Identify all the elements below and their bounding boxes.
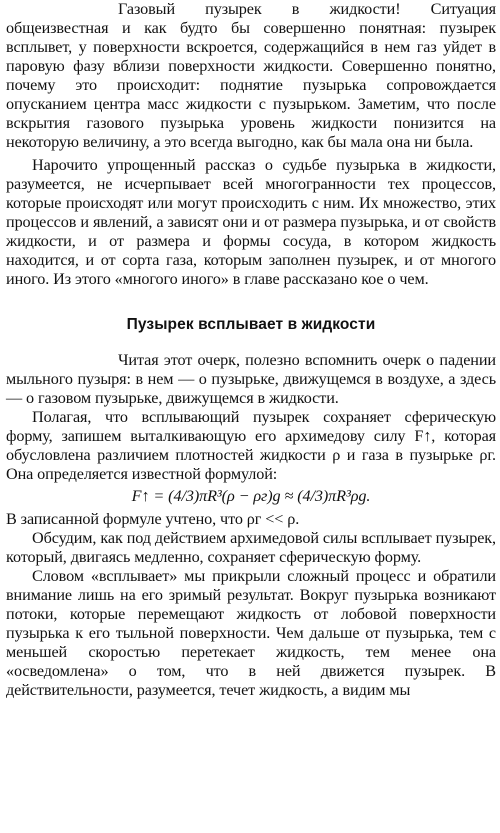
- paragraph-reading-note: Читая этот очерк, полезно вспомнить очерк о падении мыльного пузыря: в нем — о пузырьке, движущемся в воздухе, а здесь — о газовом пузырьке, движущемся в жидкости.: [6, 351, 496, 407]
- paragraph-floating-process: Словом «всплывает» мы прикрыли сложный процесс и обратили внимание лишь на его зримый результат. Вокруг пузырька возникают потоки, которые перемещают жидкость от лобовой поверхности пузырька к его тыльной поверхности. Чем дальше от пузырька, тем с меньшей скоростью перетекает жидкость, тем менее она «осведомлена» о том, что в ней движется пузырек. В действительности, разумеется, течет жидкость, а видим мы: [6, 567, 496, 699]
- paragraph-simplified-story: Нарочито упрощенный рассказ о судьбе пузырька в жидкости, разумеется, не исчерпывает всей многогранности тех процессов, которые происходят или могут происходить с ним. Их множество, этих процессов и явлений, а зависят они и от размера пузырька, и от свойств жидкости, и от размера и формы сосуда, в котором жидкость находится, и от сорта газа, которым заполнен пузырек, и от многого иного. Из этого «многого иного» в главе рассказано кое о чем.: [6, 156, 496, 288]
- paragraph-intro: Газовый пузырек в жидкости! Ситуация общеизвестная и как будто бы совершенно понятная: пузырек всплывет, у поверхности вскроется, содержащийся в нем газ уйдет в паровую фазу вблизи поверхности жидкости. Совершенно понятно, почему это происходит: поднятие пузырька сопровождается опусканием центра масс жидкости с пузырьком. Заметим, что после вскрытия газового пузырька уровень жидкости понизится на некоторую величину, а это всегда выгодно, как бы мала она ни была.: [6, 0, 496, 151]
- paragraph-discussion: Обсудим, как под действием архимедовой силы всплывает пузырек, который, двигаясь медленно, сохраняет сферическую форму.: [6, 529, 496, 566]
- paragraph-archimedes-force: Полагая, что всплывающий пузырек сохраняет сферическую форму, запишем выталкивающую его архимедову силу F↑, которая обусловлена различием плотностей жидкости ρ и газа в пузырьке ρг. Она определяется известной формулой:: [6, 408, 496, 483]
- paragraph-formula-note: В записанной формуле учтено, что ρг << ρ.: [6, 510, 300, 528]
- archimedes-formula: F↑ = (4/3)πR³(ρ − ρг)g ≈ (4/3)πR³ρg.: [131, 487, 371, 505]
- section-title: Пузырек всплывает в жидкости: [126, 316, 376, 333]
